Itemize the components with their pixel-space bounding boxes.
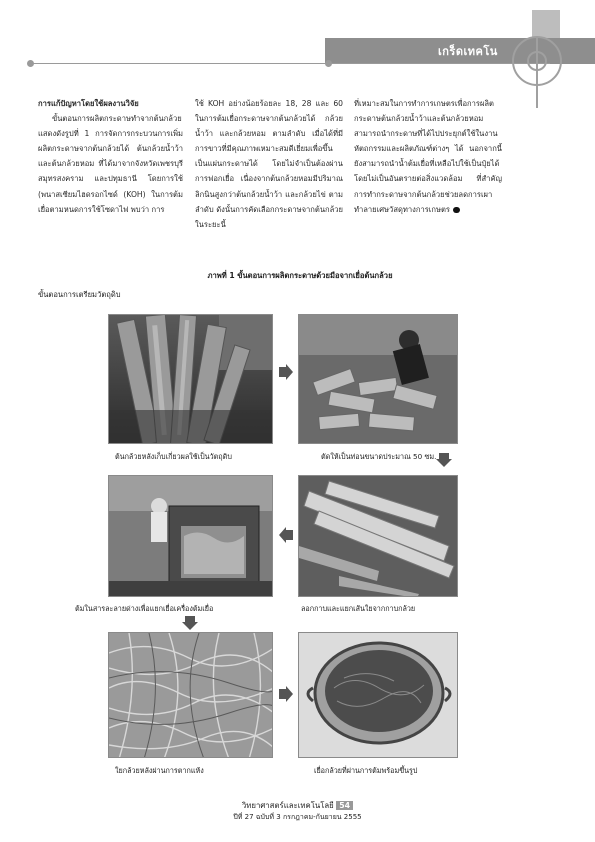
- photo-boiling-machine: [108, 475, 273, 597]
- header-rule: [30, 63, 550, 64]
- section-label: เกร็ดเทคโน: [438, 45, 498, 58]
- step-6-caption: เยื่อกล้วยที่ผ่านการต้มพร้อมขึ้นรูป: [314, 766, 418, 775]
- header-rule-dot-mid: [325, 60, 332, 67]
- photo-banana-trunks: [108, 314, 273, 444]
- section-heading: การแก้ปัญหาโดยใช้ผลงานวิจัย: [38, 99, 139, 108]
- step-3-caption: ต้มในสารละลายด่างเพื่อแยกเยื่อเครื่องต้มเยื่อ: [75, 604, 214, 613]
- text-column-1: [38, 96, 183, 217]
- figure-subheading: ขั้นตอนการเตรียมวัตถุดิบ: [38, 290, 121, 299]
- photo-banana-sheaths: [298, 475, 458, 597]
- arrow-right-icon: [279, 686, 293, 702]
- column-1-body: ขั้นตอนการผลิตกระดาษทำจากต้นกล้วยแสดงดังรูปที่ 1 การจัดการกระบวนการเพิ่มผลิตกระดาษจากต้นกล้วยได้ ต้นกล้วยน้ำว้า และต้นกล้วยหอม ที่ได้มาจากจังหวัดเพชรบุรี สมุทรสงคราม และปทุมธานี โดยการใช้ (พนาสเซียมไฮดรอกไซด์ (KOH) ในการต้มเยื่อตามหนดการใช้โซดาไฟ พบว่า การ: [38, 114, 183, 214]
- journal-title: วิทยาศาสตร์และเทคโนโลยี: [241, 801, 334, 810]
- photo-pulp-pot: [298, 632, 458, 758]
- page-number: 54: [336, 801, 353, 810]
- step-5-caption: ใยกล้วยหลังผ่านการตากแห้ง: [115, 766, 204, 775]
- step-1-caption: ต้นกล้วยหลังเก็บเกี่ยวผลใช้เป็นวัตถุดิบ: [115, 452, 232, 461]
- header-square-decoration: [532, 10, 560, 38]
- arrow-right-icon: [279, 364, 293, 380]
- step-4-caption: ลอกกาบและแยกเส้นใยจากกาบกล้วย: [301, 604, 416, 613]
- column-3-body: ที่เหมาะสมในการทำการเกษตรเพื่อการผลิตกระดาษต้นกล้วยน้ำว้าและต้นกล้วยหอม สามารถนำกระดาษที่ได้ไปประยุกต์ใช้ในงานหัตถกรรมและผลิตภัณฑ์ต่างๆ ได้ นอกจากนี้ยังสามารถนำน้ำต้มเยื่อที่เหลือไปใช้เป็นปุ๋ยได้ โดยไม่เป็นอันตรายต่อสิ่งแวดล้อม ที่สำคัญการทำกระดาษจากต้นกล้วยช่วยลดการเผาทำลายเศษวัสดุทางการเกษตร: [354, 99, 502, 214]
- step-2-caption: ตัดให้เป็นท่อนขนาดประมาณ 50 ซม.: [321, 452, 437, 461]
- photo-dried-fibers: [108, 632, 273, 758]
- text-column-2: [195, 96, 343, 232]
- header-rule-dot-left: [27, 60, 34, 67]
- footer-issue: ปีที่ 27 ฉบับที่ 3 กรกฎาคม-กันยายน 2555: [233, 813, 362, 821]
- text-column-3: [354, 96, 502, 217]
- arrow-down-icon: [182, 616, 198, 630]
- end-of-article-icon: [453, 207, 460, 213]
- photo-cutting-trunks: [298, 314, 458, 444]
- arrow-down-icon: [436, 453, 452, 467]
- figure-caption: ภาพที่ 1 ขั้นตอนการผลิตกระดาษด้วยมือจากเยื่อต้นกล้วย: [207, 271, 393, 280]
- footer-journal: [0, 800, 595, 812]
- header-target-inner-circle-icon: [527, 51, 547, 71]
- column-2-body: ใช้ KOH อย่างน้อยร้อยละ 18, 28 และ 60 ในการต้มเยื่อกระดาษจากต้นกล้วยได้ กล้วยน้ำว้า และกล้วยหอม ตามลำดับ เมื่อได้ที่มีการขาวที่มีคุณภาพเหมาะสมดีเยี่ยมเพื่อขึ้นเป็นแผ่นกระดาษได้ โดยไม่จำเป็นต้องผ่านการฟอกเยื่อ เนื่องจากต้นกล้วยหอมมีปริมาณลิกนินสูงกว่าต้นกล้วยน้ำว้า และกล้วยไข่ ตามลำดับ ดังนั้นการคัดเลือกกระดาษจากต้นกล้วยในระยะนี้: [195, 99, 343, 229]
- arrow-left-icon: [279, 527, 293, 543]
